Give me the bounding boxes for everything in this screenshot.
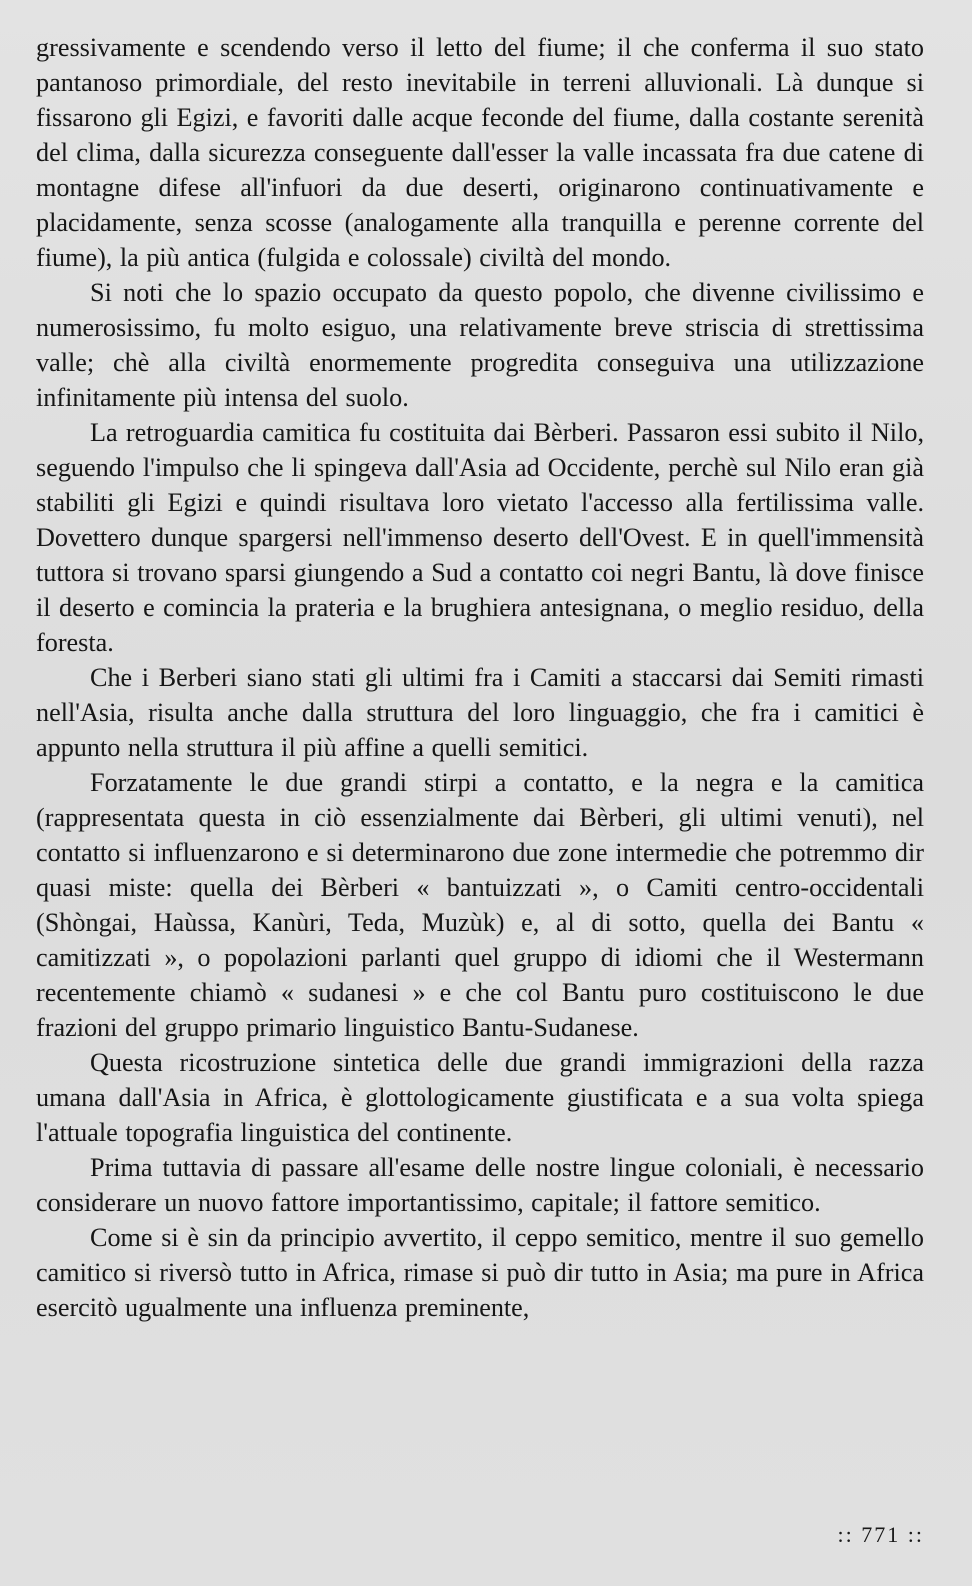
page-number: :: 771 ::	[837, 1522, 924, 1547]
paragraph-7: Prima tuttavia di passare all'esame delle nostre lingue coloniali, è necessario considerare un nuovo fattore importantissimo, capitale; il fattore semitico.	[36, 1153, 924, 1217]
body-text	[36, 30, 924, 1325]
paragraph-5: Forzatamente le due grandi stirpi a contatto, e la negra e la camitica (rappresentata questa in ciò essenzialmente dai Bèrberi, gli ultimi venuti), nel contatto si influenzarono e si determinarono due zone intermedie che potremmo dir quasi miste: quella dei Bèrberi « bantuizzati », o Camiti centro-occidentali (Shòngai, Haùssa, Kanùri, Teda, Muzùk) e, al di sotto, quella dei Bantu « camitizzati », o popolazioni parlanti quel gruppo di idiomi che il Westermann recentemente chiamò « sudanesi » e che col Bantu puro costituiscono le due frazioni del gruppo primario linguistico Bantu-Sudanese.	[36, 768, 924, 1042]
paragraph-3: La retroguardia camitica fu costituita dai Bèrberi. Passaron essi subito il Nilo, seguendo l'impulso che li spingeva dall'Asia ad Occidente, perchè sul Nilo eran già stabiliti gli Egizi e quindi risultava loro vietato l'accesso alla fertilissima valle. Dovettero dunque spargersi nell'immenso deserto dell'Ovest. E in quell'immensità tuttora si trovano sparsi giungendo a Sud a contatto coi negri Bantu, là dove finisce il deserto e comincia la prateria e la brughiera antesignana, o meglio residuo, della foresta.	[36, 418, 924, 657]
paragraph-2: Si noti che lo spazio occupato da questo popolo, che divenne civilissimo e numerosissimo, fu molto esiguo, una relativamente breve striscia di strettissima valle; chè alla civiltà enormemente progredita conseguiva una utilizzazione infinitamente più intensa del suolo.	[36, 278, 924, 412]
paragraph-4: Che i Berberi siano stati gli ultimi fra i Camiti a staccarsi dai Semiti rimasti nell'Asia, risulta anche dalla struttura del loro linguaggio, che fra i camitici è appunto nella struttura il più affine a quelli semitici.	[36, 663, 924, 762]
paragraph-1: gressivamente e scendendo verso il letto del fiume; il che conferma il suo stato pantanoso primordiale, del resto inevitabile in terreni alluvionali. Là dunque si fissarono gli Egizi, e favoriti dalle acque feconde del fiume, dalla costante serenità del clima, dalla sicurezza conseguente dall'esser la valle incassata fra due catene di montagne difese all'infuori da due deserti, originarono continuativamente e placidamente, senza scosse (analogamente alla tranquilla e perenne corrente del fiume), la più antica (fulgida e colossale) civiltà del mondo.	[36, 33, 924, 272]
paragraph-6: Questa ricostruzione sintetica delle due grandi immigrazioni della razza umana dall'Asia in Africa, è glottologicamente giustificata e a sua volta spiega l'attuale topografia linguistica del continente.	[36, 1048, 924, 1147]
paragraph-8: Come si è sin da principio avvertito, il ceppo semitico, mentre il suo gemello camitico si riversò tutto in Africa, rimase si può dir tutto in Asia; ma pure in Africa esercitò ugualmente una influenza preminente,	[36, 1223, 924, 1322]
